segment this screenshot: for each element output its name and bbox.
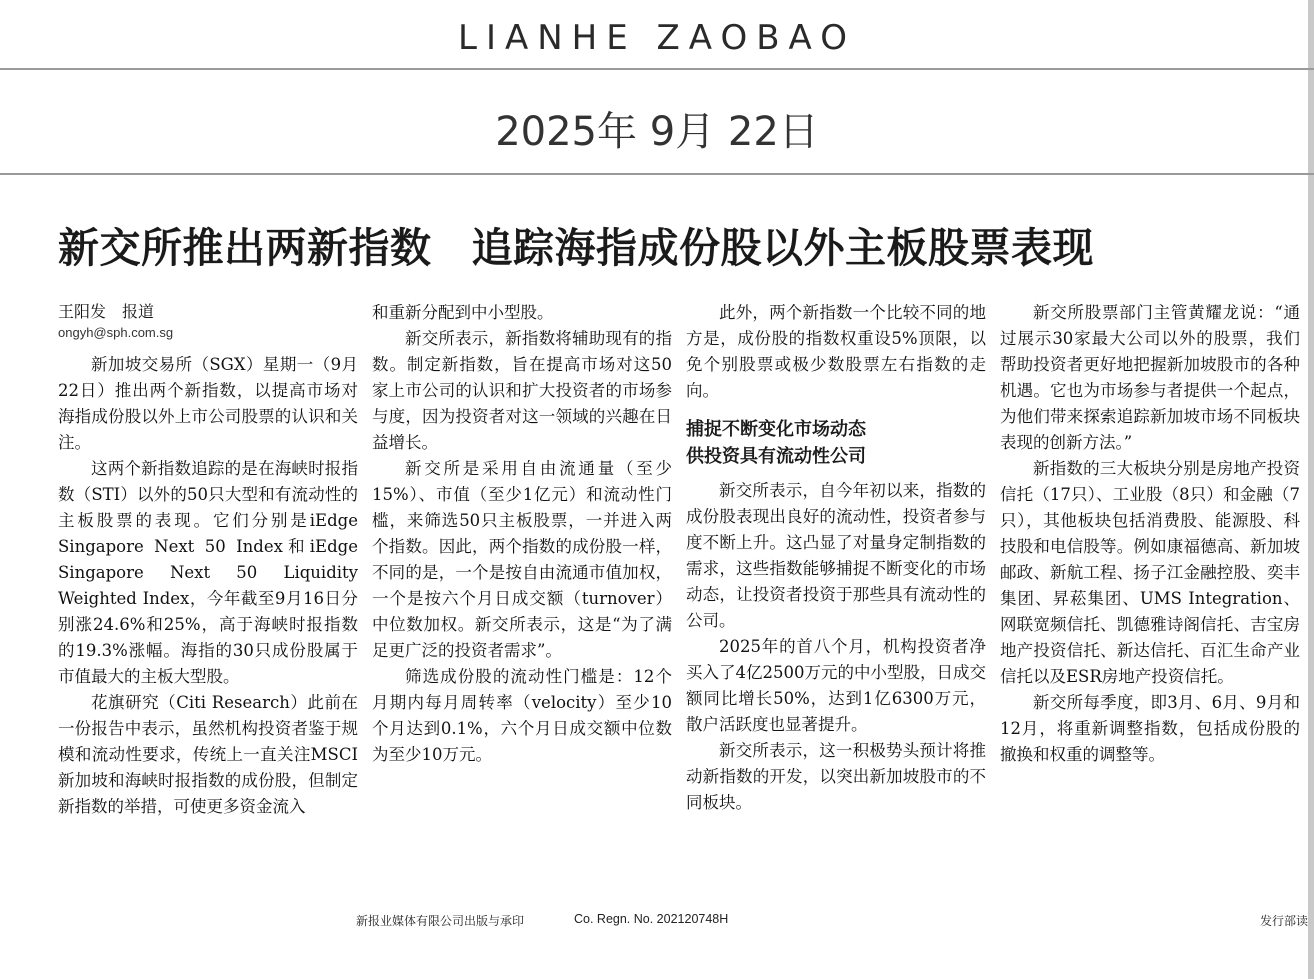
section-subhead (686, 416, 986, 470)
headline-part-2: 追踪海指成份股以外主板股票表现 (471, 224, 1094, 272)
article-headline (58, 215, 1298, 274)
paragraph: 这两个新指数追踪的是在海峡时报指数（STI）以外的50只大型和有流动性的主板股票的表现。它们分别是iEdge Singapore Next 50 Index和iEdge Singapore Next 50 Liquidity Weighted Index，今年截至9月16日分别涨24.6%和25%，高于海峡时报指数的19.3%涨幅。海指的30只成份股属于市值最大的主板大型股。 (58, 459, 358, 686)
headline-part-1: 新交所推出两新指数 (58, 224, 432, 272)
paragraph: 花旗研究（Citi Research）此前在一份报告中表示，虽然机构投资者鉴于规模和流动性要求，传统上一直关注MSCI新加坡和海峡时报指数的成份股，但制定新指数的举措，可使更多资金流入 (58, 693, 358, 816)
byline-email: ongyh@sph.com.sg (58, 325, 174, 340)
paragraph: 新加坡交易所（SGX）星期一（9月22日）推出两个新指数，以提高市场对海指成份股以外上市公司股票的认识和关注。 (58, 355, 358, 452)
date-rule (0, 173, 1314, 175)
paragraph: 新交所是采用自由流通量（至少15%）、市值（至少1亿元）和流动性门槛，来筛选50只主板股票，一并进入两个指数。因此，两个指数的成份股一样，不同的是，一个是按自由流通市值加权，一个是按六个月日成交额（turnover）中位数加权。新交所表示，这是“为了满足更广泛的投资者需求”。 (372, 459, 672, 660)
byline-author: 王阳发 报道 (58, 302, 155, 321)
paragraph: 新指数的三大板块分别是房地产投资信托（17只）、工业股（8只）和金融（7只），其他板块包括消费股、能源股、科技股和电信股等。例如康福德高、新加坡邮政、新航工程、扬子江金融控股、奕丰集团、昇菘集团、UMS Integration、网联宽频信托、凯德雅诗阁信托、吉宝房地产投资信托、新达信托、百汇生命产业信托以及ESR房地产投资信托。 (1000, 459, 1300, 686)
footer-right-text: 发行部读 (1259, 914, 1308, 928)
article-column-2 (372, 300, 672, 768)
subhead-line-1: 捕捉不断变化市场动态 (686, 419, 866, 440)
paragraph: 2025年的首八个月，机构投资者净买入了4亿2500万元的中小型股，日成交额同比增长50%，达到1亿6300万元，散户活跃度也显著提升。 (686, 637, 986, 734)
footer-publisher: 新报业媒体有限公司出版与承印 (356, 914, 525, 928)
article-column-1 (58, 300, 358, 820)
paragraph: 新交所表示，新指数将辅助现有的指数。制定新指数，旨在提高市场对这50家上市公司的认识和扩大投资者的市场参与度，因为投资者对这一领域的兴趣在日益增长。 (372, 329, 672, 452)
article-column-4 (1000, 300, 1300, 768)
paragraph: 新交所表示，自今年初以来，指数的成份股表现出良好的流动性，投资者参与度不断上升。这凸显了对量身定制指数的需求，这些指数能够捕捉不断变化的市场动态，让投资者投资于那些具有流动性的公司。 (686, 481, 986, 630)
footer-registration: Co. Regn. No. 202120748H (574, 912, 729, 926)
paragraph-continued: 和重新分配到中小型股。 (372, 303, 554, 322)
masthead-rule (0, 68, 1314, 70)
paragraph: 新交所每季度，即3月、6月、9月和12月，将重新调整指数，包括成份股的撤换和权重的调整等。 (1000, 693, 1300, 764)
paragraph: 新交所表示，这一积极势头预计将推动新指数的开发，以突出新加坡股市的不同板块。 (686, 741, 986, 812)
masthead: LIANHE ZAOBAO (458, 18, 856, 58)
paragraph: 新交所股票部门主管黄耀龙说：“通过展示30家最大公司以外的股票，我们帮助投资者更好地把握新加坡股市的各种机遇。它也为市场参与者提供一个起点，为他们带来探索追踪新加坡市场不同板块表现的创新方法。” (1000, 303, 1300, 452)
paragraph: 此外，两个新指数一个比较不同的地方是，成份股的指数权重设5%顶限，以免个别股票或极少数股票左右指数的走向。 (686, 303, 986, 400)
publication-date: 2025年 9月 22日 (495, 109, 819, 155)
paragraph: 筛选成份股的流动性门槛是：12个月期内每月周转率（velocity）至少10个月达到0.1%，六个月日成交额中位数为至少10万元。 (372, 667, 672, 764)
article-column-3 (686, 300, 986, 816)
subhead-line-2: 供投资具有流动性公司 (686, 446, 866, 467)
